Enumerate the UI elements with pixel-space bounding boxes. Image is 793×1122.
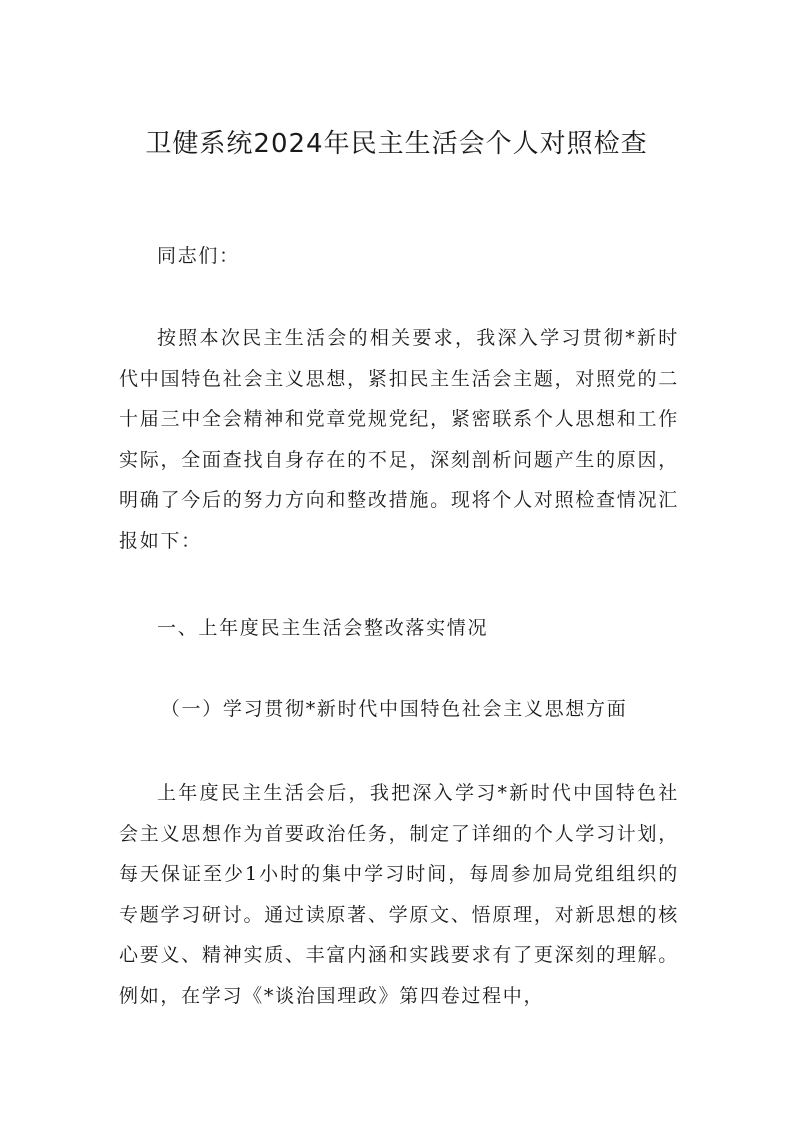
document-title: 卫健系统2024年民主生活会个人对照检查 xyxy=(145,129,648,159)
subsection-heading: （一）学习贯彻*新时代中国特色社会主义思想方面 xyxy=(160,698,628,720)
section-heading: 一、上年度民主生活会整改落实情况 xyxy=(157,617,489,639)
salutation: 同志们： xyxy=(157,245,240,267)
intro-paragraph: 按照本次民主生活会的相关要求，我深入学习贯彻*新时代中国特色社会主义思想，紧扣民主生活会主题，对照党的二十届三中全会精神和党章党规党纪，紧密联系个人思想和工作实际，全面查找自身存在的不足，深刻剖析问题产生的原因，明确了今后的努力方向和整改措施。现将个人对照检查情况汇报如下： xyxy=(119,327,679,552)
body-paragraph: 上年度民主生活会后，我把深入学习*新时代中国特色社会主义思想作为首要政治任务，制定了详细的个人学习计划，每天保证至少1小时的集中学习时间，每周参加局党组组织的专题学习研讨。通过读原著、学原文、悟原理，对新思想的核心要义、精神实质、丰富内涵和实践要求有了更深刻的理解。例如，在学习《*谈治国理政》第四卷过程中， xyxy=(119,782,679,1007)
